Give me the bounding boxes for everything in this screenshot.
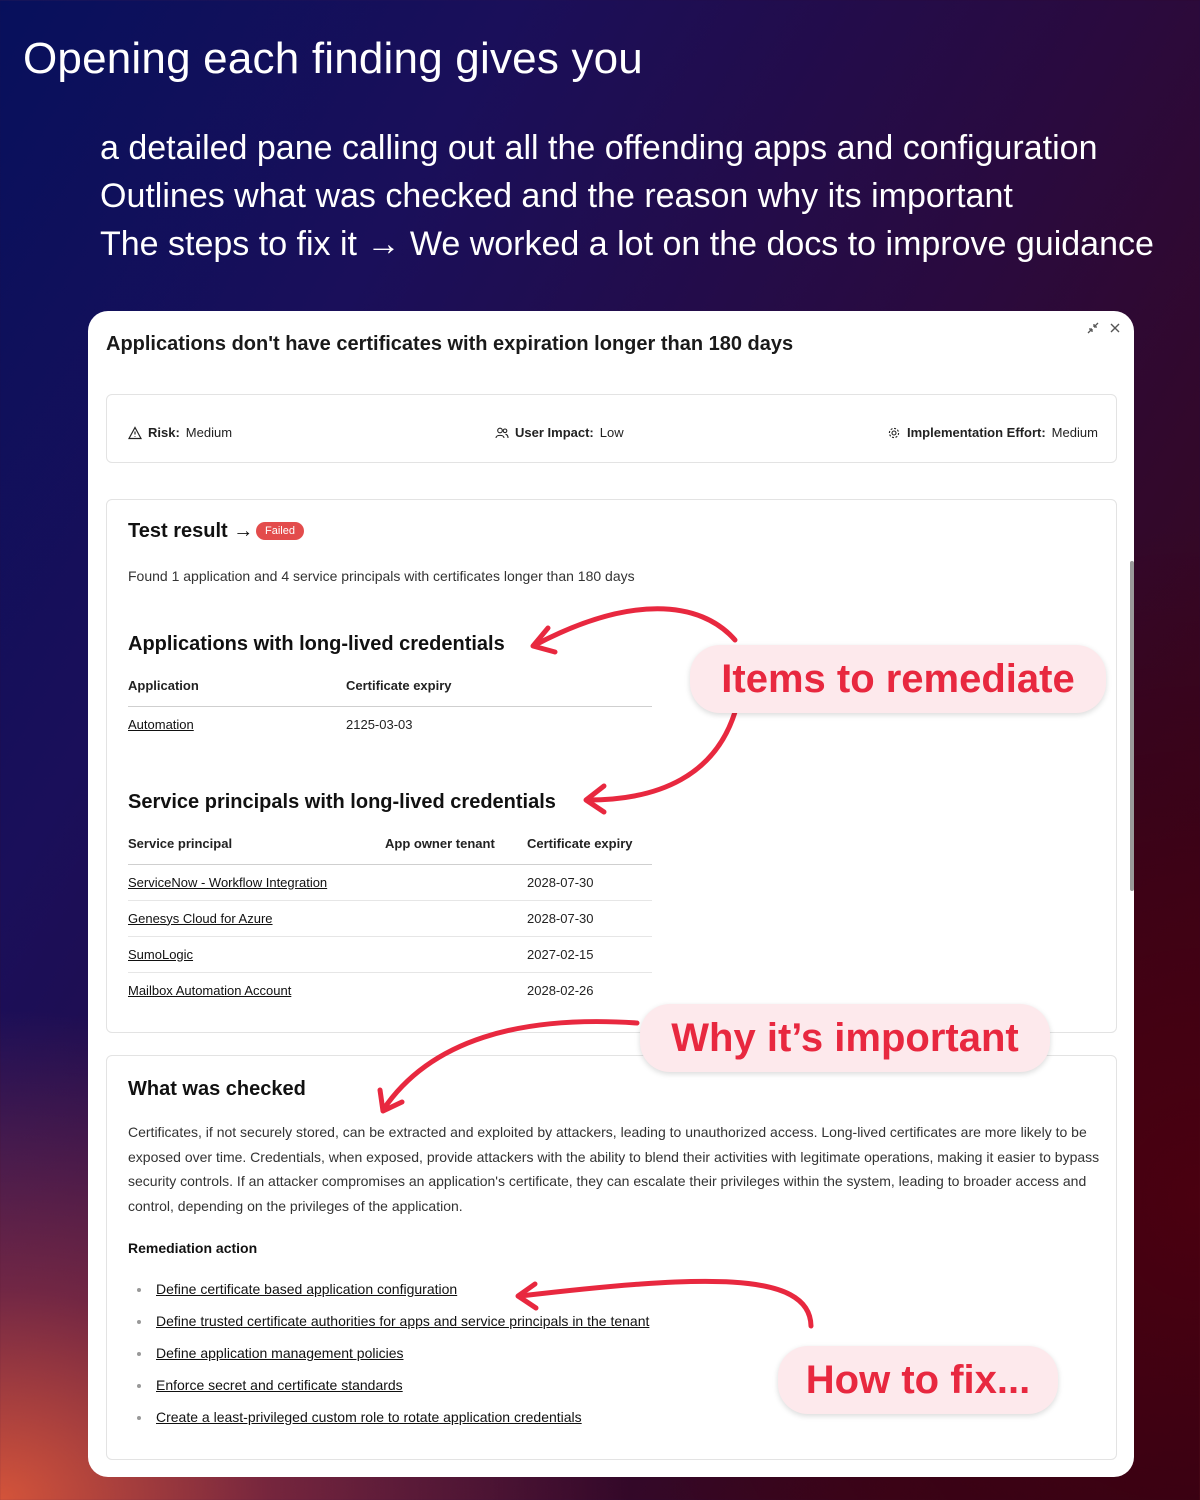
table-row	[128, 864, 652, 900]
risk-meta	[128, 425, 232, 440]
list-item	[137, 1281, 649, 1313]
table-row	[128, 900, 652, 936]
service-principals-table	[128, 834, 652, 1008]
sp-link[interactable]: SumoLogic	[128, 946, 194, 962]
user-impact-label: User Impact:	[515, 425, 594, 440]
list-item	[137, 1409, 649, 1441]
list-item	[137, 1313, 649, 1345]
column-header: Application	[128, 676, 346, 706]
apps-table	[128, 676, 652, 742]
table-cell	[385, 936, 527, 972]
table-cell: 2027-02-15	[527, 936, 652, 972]
table-row	[128, 972, 652, 1008]
remediation-link[interactable]: Define certificate based application configuration	[156, 1281, 458, 1297]
sp-link[interactable]: Genesys Cloud for Azure	[128, 910, 273, 926]
callout-how-to-fix: How to fix...	[778, 1346, 1058, 1414]
test-summary: Found 1 application and 4 service principals with certificates longer than 180 days	[128, 568, 635, 584]
intro-bullet: a detailed pane calling out all the offending apps and configuration	[100, 129, 1098, 167]
column-header: Service principal	[128, 834, 385, 864]
close-icon[interactable]	[1108, 321, 1122, 338]
remediation-title: Remediation action	[128, 1240, 258, 1256]
effort-value: Medium	[1051, 425, 1098, 440]
remediation-list	[137, 1281, 649, 1441]
checked-title: What was checked	[128, 1078, 306, 1100]
table-cell	[385, 972, 527, 1008]
table-cell: 2028-07-30	[527, 864, 652, 900]
table-cell	[385, 900, 527, 936]
app-link[interactable]: Automation	[128, 716, 194, 732]
table-cell: 2125-03-03	[346, 716, 413, 732]
table-row	[128, 706, 652, 742]
column-header: Certificate expiry	[527, 834, 652, 864]
checked-description: Certificates, if not securely stored, can be extracted and exploited by attackers, leading to unauthorized access. Long-lived certificates are more likely to be exposed over time. Credentials, when exposed, provide attackers with the ability to blend their activities with legitimate operations, making it easier to bypass security controls. If an attacker compromises an application's certificate, they can escalate their privileges within the system, leading to broader access and control, depending on the privileges of the application.	[128, 1124, 1100, 1215]
column-header: App owner tenant	[385, 834, 527, 864]
remediation-link[interactable]: Define application management policies	[156, 1345, 404, 1361]
gear-icon	[887, 426, 901, 440]
finding-detail-pane	[88, 311, 1134, 1477]
list-item	[137, 1377, 649, 1409]
table-cell	[385, 864, 527, 900]
finding-meta	[106, 394, 1117, 463]
remediation-link[interactable]: Define trusted certificate authorities for apps and service principals in the tenant	[156, 1313, 650, 1329]
users-icon	[495, 426, 509, 440]
table-cell: 2028-02-26	[527, 982, 594, 998]
intro-bullets	[100, 124, 1200, 268]
sp-link[interactable]: ServiceNow - Workflow Integration	[128, 874, 328, 890]
test-result-title: Test result →	[128, 520, 254, 542]
status-badge: Failed	[256, 522, 304, 540]
list-item	[137, 1345, 649, 1377]
remediation-link[interactable]: Enforce secret and certificate standards	[156, 1377, 403, 1393]
table-cell: 2028-07-30	[527, 900, 652, 936]
effort-meta	[887, 425, 1098, 440]
table-row	[128, 936, 652, 972]
headline: Opening each finding gives you	[23, 34, 643, 83]
intro-bullet: The steps to fix it → We worked a lot on the docs to improve guidance	[100, 225, 1154, 263]
risk-label: Risk:	[148, 425, 180, 440]
apps-section-title: Applications with long-lived credentials	[128, 633, 505, 655]
warning-icon	[128, 426, 142, 440]
collapse-icon[interactable]	[1086, 321, 1100, 338]
user-impact-meta	[495, 425, 624, 440]
pane-title: Applications don't have certificates with expiration longer than 180 days	[106, 333, 794, 355]
sp-link[interactable]: Mailbox Automation Account	[128, 982, 292, 998]
scrollbar[interactable]	[1130, 561, 1134, 891]
column-header: Certificate expiry	[346, 676, 652, 706]
remediation-link[interactable]: Create a least-privileged custom role to rotate application credentials	[156, 1409, 582, 1425]
test-result-card	[106, 499, 1117, 1033]
callout-items-to-remediate: Items to remediate	[690, 645, 1106, 713]
sp-section-title: Service principals with long-lived credentials	[128, 791, 556, 813]
user-impact-value: Low	[599, 425, 624, 440]
risk-value: Medium	[185, 425, 233, 440]
callout-why-important: Why it’s important	[640, 1004, 1050, 1072]
effort-label: Implementation Effort:	[907, 425, 1046, 440]
intro-bullet: Outlines what was checked and the reason why its important	[100, 177, 1013, 215]
